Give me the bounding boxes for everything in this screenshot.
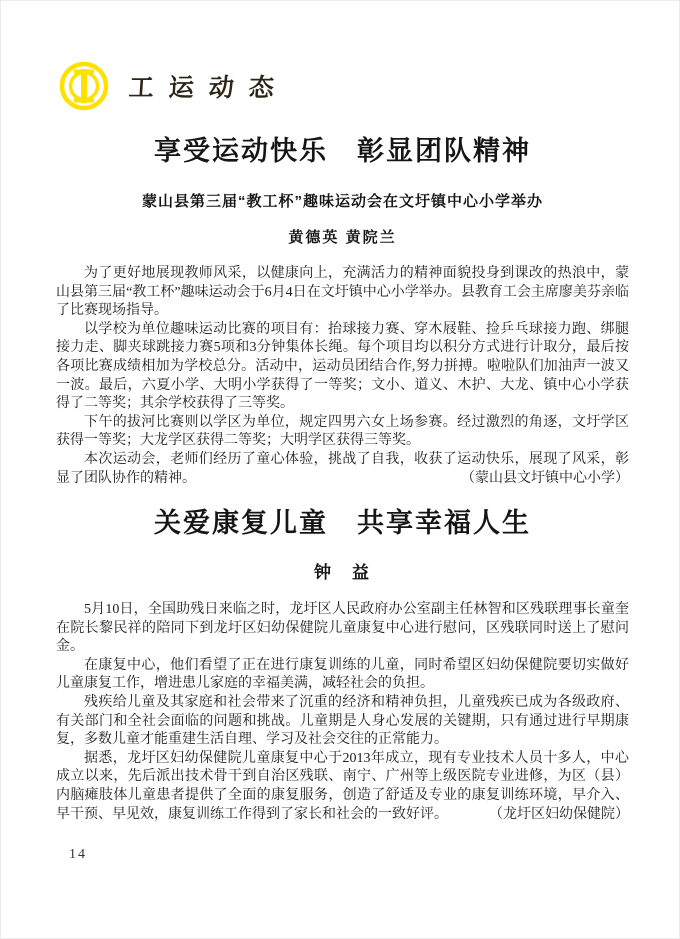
article-2-author: 钟 益	[314, 563, 371, 582]
paragraph-text: 本次运动会，老师们经历了童心体验，挑战了自我，收获了运动快乐，展现了风采，彰显了团队协作的精神。	[56, 451, 629, 486]
paragraph: 下午的拔河比赛则以学区为单位，规定四男六女上场参赛。经过激烈的角逐，文圩学区获得一等奖；大龙学区获得二等奖；大明学区获得三等奖。	[56, 414, 629, 449]
article-2	[56, 501, 629, 824]
article-2-attribution: （龙圩区妇幼保健院）	[489, 806, 629, 825]
page-number: 14	[69, 847, 87, 862]
paragraph: 5月10日，全国助残日来临之时，龙圩区人民政府办公室副主任林智和区残联理事长童奎在院长黎民祥的陪同下到龙圩区妇幼保健院儿童康复中心进行慰问，区残联同时送上了慰问金。	[56, 602, 629, 655]
paragraph	[56, 750, 629, 824]
article-1	[56, 129, 629, 488]
paragraph: 在康复中心，他们看望了正在进行康复训练的儿童，同时希望区妇幼保健院要切实做好儿童康复工作，增进患儿家庭的幸福美满，减轻社会的负担。	[56, 657, 629, 692]
article-1-subtitle: 蒙山县第三届“教工杯”趣味运动会在文圩镇中心小学举办	[141, 193, 543, 210]
article-2-title: 关爱康复儿童 共享幸福人生	[154, 508, 531, 538]
paragraph: 为了更好地展现教师风采，以健康向上，充满活力的精神面貌投身到课改的热浪中，蒙山县第三届“教工杯”趣味运动会于6月4日在文圩镇中心小学举办。县教育工会主席廖美芬亲临了比赛现场指导。	[56, 266, 629, 319]
article-1-attribution: （蒙山县文圩镇中心小学）	[461, 470, 629, 489]
trade-union-emblem-icon	[59, 61, 109, 111]
paragraph-text: 据悉，龙圩区妇幼保健院儿童康复中心于2013年成立，现有专业技术人员十多人，中心成立以来，先后派出技术骨干到自治区残联、南宁、广州等上级医院专业进修，为区（县）内脑瘫肢体儿童患者提供了全面的康复服务，创造了舒适及专业的康复训练环境，早介入、早干预、早见效，康复训练工作得到了家长和社会的一致好评。	[56, 750, 629, 822]
masthead-title: 工运动态	[127, 75, 290, 102]
article-1-title: 享受运动快乐 彰显团队精神	[154, 136, 531, 166]
paragraph: 以学校为单位趣味运动比赛的项目有：抬球接力赛、穿木屐鞋、捡乒乓球接力跑、绑腿接力走、脚夹球跳接力赛5项和3分钟集体长绳。每个项目均以积分方式进行计取分，最后按各项比赛成绩相加为学校总分。活动中，运动员团结合作,努力拼搏。啦啦队们加油声一波又一波。最后，六夏小学、大明小学获得了一等奖；文小、道义、木护、大龙、镇中心小学获得了二等奖；其余学校获得了三等奖。	[56, 321, 629, 412]
article-2-body	[56, 601, 629, 824]
paragraph: 残疾给儿童及其家庭和社会带来了沉重的经济和精神负担，儿童残疾已成为各级政府、有关部门和全社会面临的问题和挑战。儿童期是人身心发展的关键期，只有通过进行早期康复，多数儿童才能重建生活自理、学习及社会交往的正常能力。	[56, 694, 629, 748]
masthead	[59, 61, 289, 111]
paragraph	[56, 451, 629, 488]
article-1-authors: 黄德英 黄院兰	[288, 229, 397, 246]
article-1-body	[56, 265, 629, 488]
